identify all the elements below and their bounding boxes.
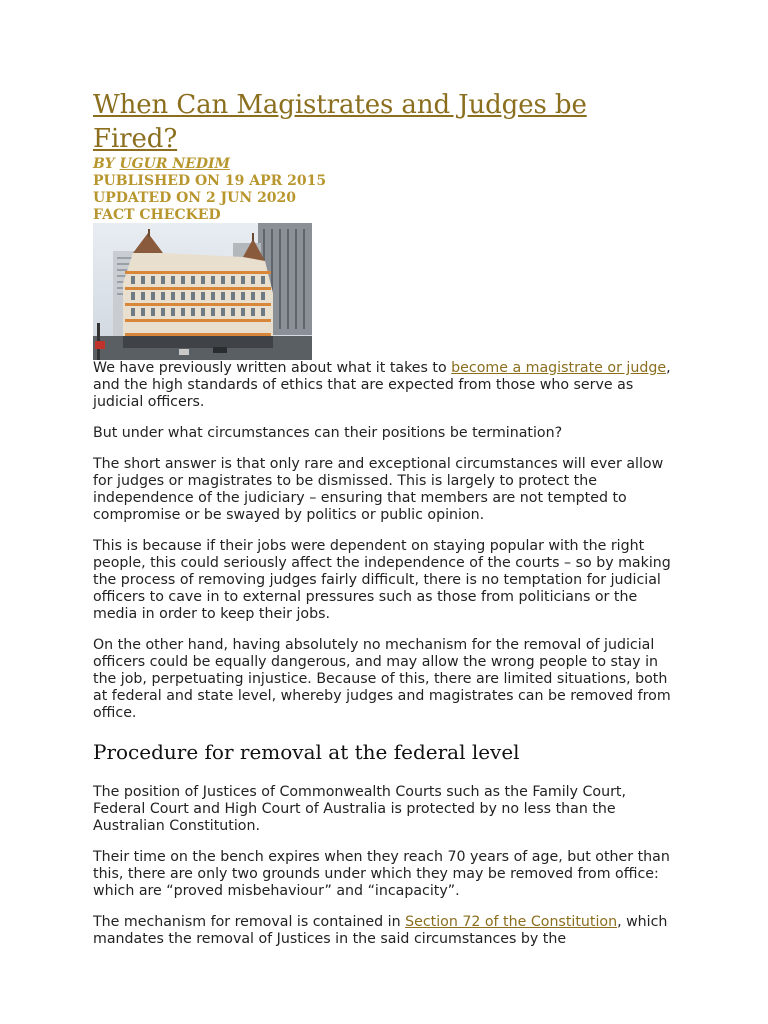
byline-prefix: BY	[93, 156, 120, 172]
article	[93, 88, 673, 962]
paragraph-text: The mechanism for removal is contained in	[93, 914, 406, 930]
updated-date: UPDATED ON 2 JUN 2020	[93, 190, 297, 206]
become-magistrate-link[interactable]: become a magistrate or judge	[451, 360, 667, 376]
paragraph-text: , and the high standards of ethics that are expected from those who serve as judicial officers.	[93, 360, 671, 410]
published-date: PUBLISHED ON 19 APR 2015	[93, 173, 327, 189]
paragraph	[93, 360, 673, 411]
byline	[93, 156, 673, 173]
fact-checked-badge: FACT CHECKED	[93, 207, 221, 223]
paragraph-text: , which mandates the removal of Justices in the said circumstances by the	[93, 914, 668, 947]
author-link[interactable]: UGUR NEDIM	[119, 156, 231, 172]
paragraph: The position of Justices of Commonwealth Courts such as the Family Court, Federal Court and High Court of Australia is protected by no less than the Australian Constitution.	[93, 784, 626, 834]
section-heading: Procedure for removal at the federal level	[93, 740, 520, 764]
paragraph: This is because if their jobs were dependent on staying popular with the right people, this could seriously affect the independence of the courts – so by making the process of removing judges fairly difficult, there is no temptation for judicial officers to cave in to external pressures such as those from politicians or the media in order to keep their jobs.	[93, 538, 671, 622]
paragraph: The short answer is that only rare and exceptional circumstances will ever allow for judges or magistrates to be dismissed. This is largely to protect the independence of the judiciary – ensuring that members are not tempted to compromise or be swayed by politics or public opinion.	[93, 456, 664, 523]
paragraph-text: We have previously written about what it takes to	[93, 360, 452, 376]
article-title[interactable]: When Can Magistrates and Judges be Fired?	[93, 90, 587, 154]
paragraph: On the other hand, having absolutely no mechanism for the removal of judicial officers could be equally dangerous, and may allow the wrong people to stay in the job, perpetuating injustice. Because of this, there are limited situations, both at federal and state level, whereby judges and magistrates can be removed from office.	[93, 637, 671, 721]
paragraph: But under what circumstances can their positions be termination?	[93, 425, 563, 441]
article-body	[93, 360, 673, 948]
article-meta	[93, 156, 673, 224]
paragraph: Their time on the bench expires when they reach 70 years of age, but other than this, there are only two grounds under which they may be removed from office: which are “proved misbehaviour” and “incapacity”.	[93, 849, 670, 899]
section-72-link[interactable]: Section 72 of the Constitution	[405, 914, 618, 930]
paragraph	[93, 914, 673, 948]
building-photo-icon	[93, 223, 312, 360]
